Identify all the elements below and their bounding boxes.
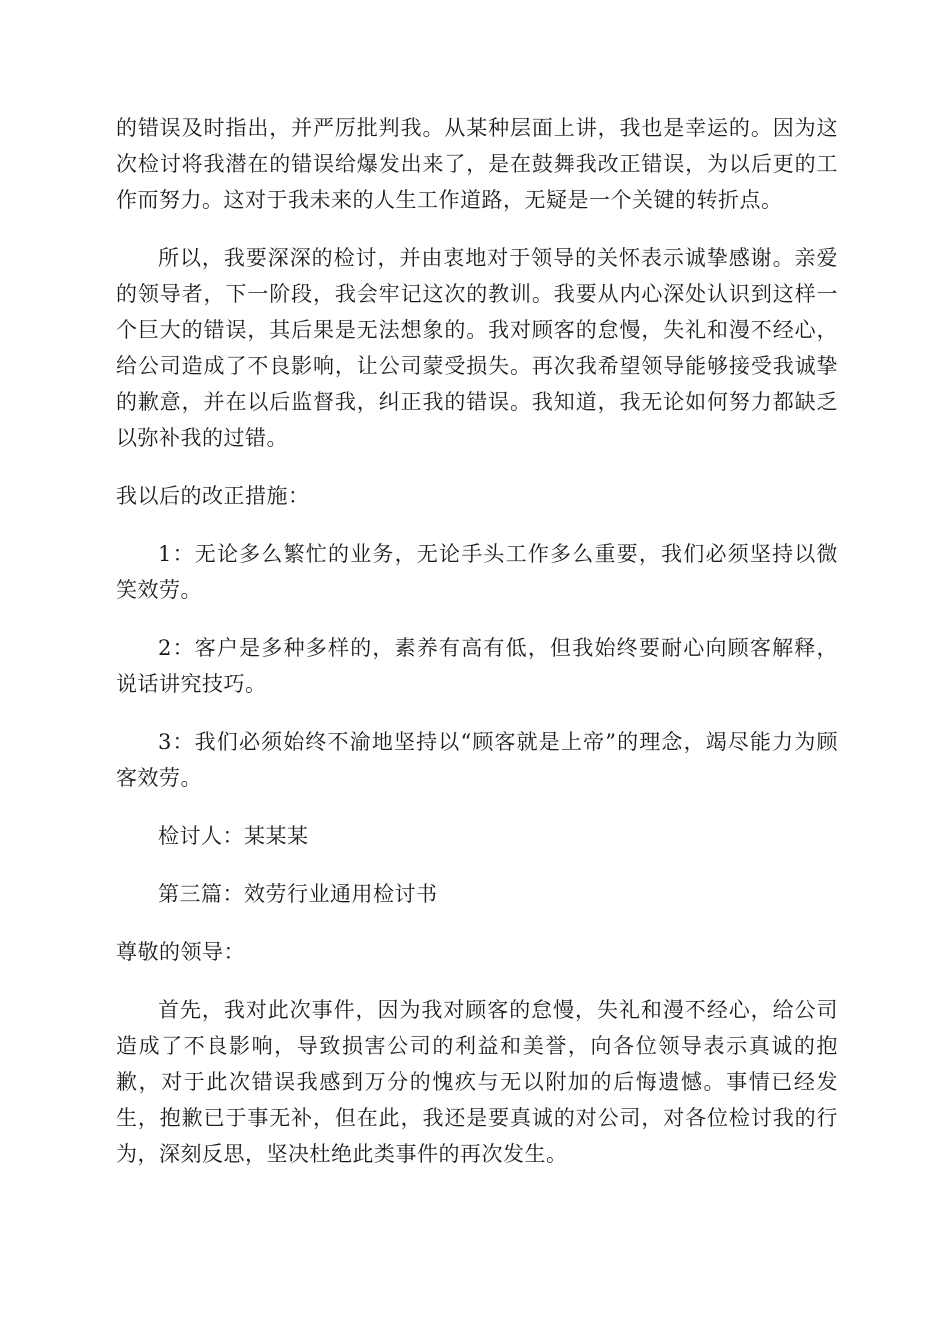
document-body — [116, 110, 838, 1194]
salutation: 尊敬的领导： — [116, 940, 245, 964]
paragraph-apology: 首先，我对此次事件，因为我对顾客的怠慢，失礼和漫不经心，给公司造成了不良影响，导致损害公司的利益和美誉，向各位领导表示真诚的抱歉，对于此次错误我感到万分的愧疚与无以附加的后悔遗憾。事情已经发生，抱歉已于事无补，但在此，我还是要真诚的对公司，对各位检讨我的行为，深刻反思，坚决杜绝此类事件的再次发生。 — [116, 998, 838, 1166]
chapter-title: 第三篇：效劳行业通用检讨书 — [158, 882, 438, 906]
measure-item-3: 3：我们必须始终不渝地坚持以“顾客就是上帝”的理念，竭尽能力为顾客效劳。 — [116, 730, 838, 790]
measure-item-2: 2：客户是多种多样的，素养有高有低，但我始终要耐心向顾客解释，说话讲究技巧。 — [116, 636, 838, 696]
paragraph-continuation: 的错误及时指出，并严厉批判我。从某种层面上讲，我也是幸运的。因为这次检讨将我潜在的错误给爆发出来了，是在鼓舞我改正错误，为以后更的工作而努力。这对于我未来的人生工作道路，无疑是一个关键的转折点。 — [116, 116, 838, 212]
measure-item-1: 1：无论多么繁忙的业务，无论手头工作多么重要，我们必须坚持以微笑效劳。 — [116, 542, 838, 602]
paragraph-gratitude: 所以，我要深深的检讨，并由衷地对于领导的关怀表示诚挚感谢。亲爱的领导者，下一阶段，我会牢记这次的教训。我要从内心深处认识到这样一个巨大的错误，其后果是无法想象的。我对顾客的怠慢，失礼和漫不经心，给公司造成了不良影响，让公司蒙受损失。再次我希望领导能够接受我诚挚的歉意，并在以后监督我，纠正我的错误。我知道，我无论如何努力都缺乏以弥补我的过错。 — [116, 246, 838, 450]
signature-line: 检讨人：某某某 — [158, 824, 309, 848]
section-heading-measures: 我以后的改正措施： — [116, 484, 310, 508]
